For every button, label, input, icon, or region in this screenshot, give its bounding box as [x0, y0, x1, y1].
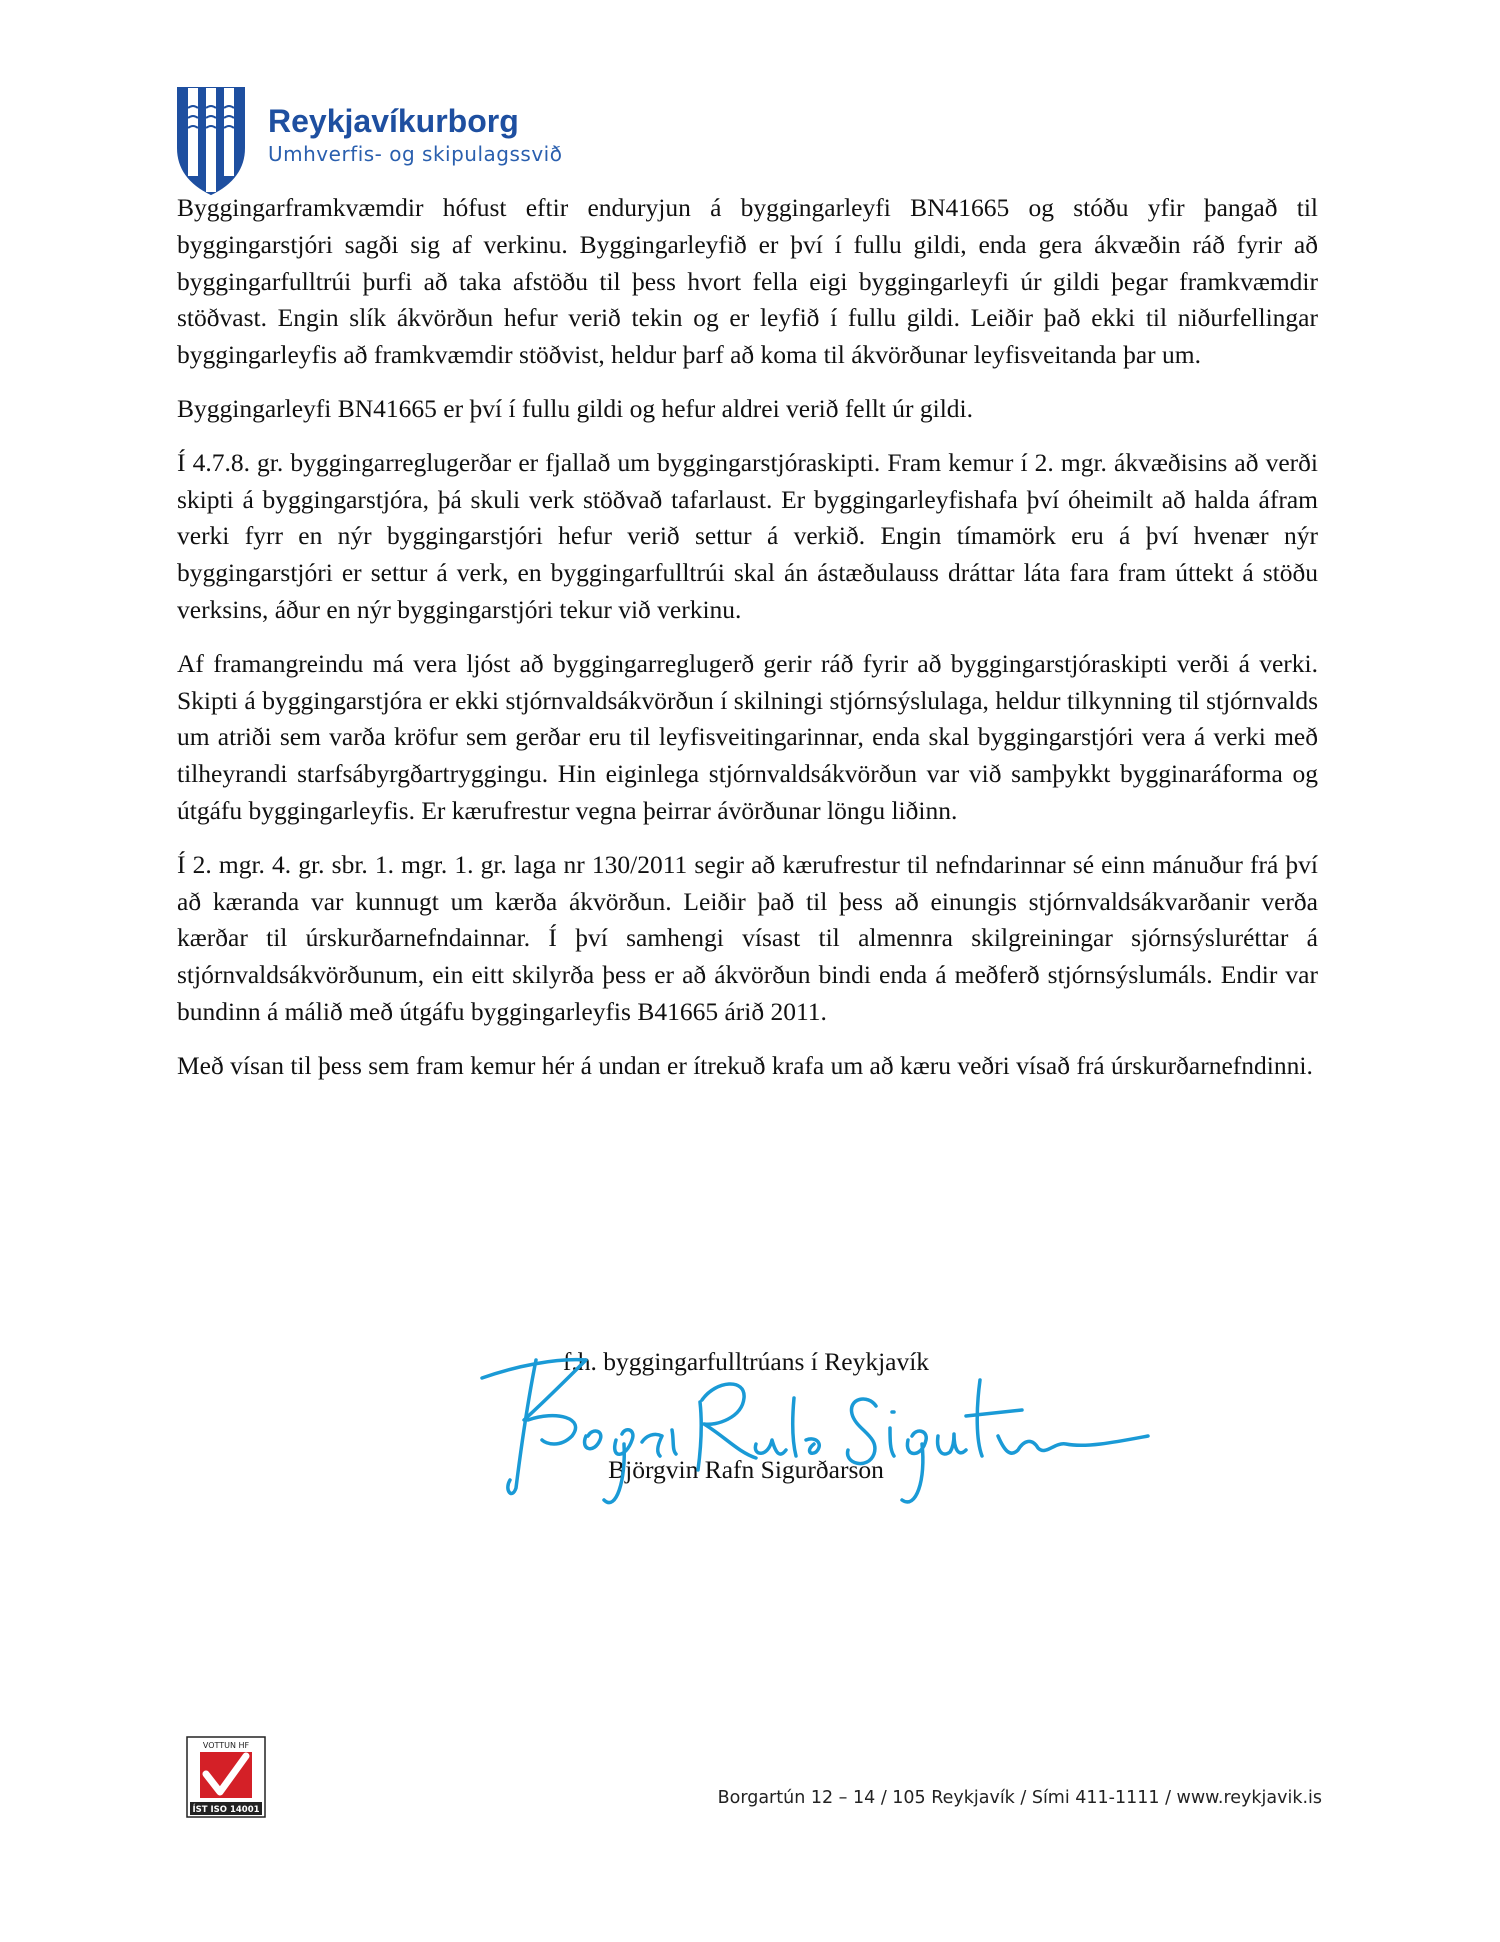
letter-body — [177, 190, 1318, 1102]
signature-block — [476, 1340, 1176, 1510]
paragraph: Í 2. mgr. 4. gr. sbr. 1. mgr. 1. gr. laga nr 130/2011 segir að kærufrestur til nefndarinnar sé einn mánuður frá því að kæranda var kunnugt um kærða ákvörðun. Leiðir það til þess að einungis stjórnvaldsákvarðanir verða kærðar til úrskurðarnefndainnar. Í því samhengi vísast til almennra skilgreiningar sjórnsýsluréttar á stjórnvaldsákvörðunum, ein eitt skilyrða þess er að ákvörðun bindi enda á meðferð stjórnsýslumáls. Endir var bundinn á málið með útgáfu byggingarleyfis B41665 árið 2011. — [177, 849, 1318, 1026]
paragraph: Af framangreindu má vera ljóst að byggingarreglugerð gerir ráð fyrir að byggingarstjóraskipti verði á verki. Skipti á byggingarstjóra er ekki stjórnvaldsákvörðun í skilningi stjórnsýslulaga, heldur tilkynning til stjórnvalds um atriði sem varða kröfur sem gerðar eru til leyfisveitingarinnar, enda skal byggingarstjóri vera á verki með tilheyrandi starfsábyrgðartryggingu. Hin eiginlega stjórnvaldsákvörðun var við samþykkt bygginaráforma og útgáfu byggingarleyfis. Er kærufrestur vegna þeirrar ávörðunar löngu liðinn. — [177, 648, 1318, 825]
reykjavik-crest-logo — [176, 86, 246, 196]
paragraph: Með vísan til þess sem fram kemur hér á undan er ítrekuð krafa um að kæru veðri vísað frá úrskurðarnefndinni. — [177, 1050, 1313, 1080]
signatory-role: f.h. byggingarfulltrúans í Reykjavík — [562, 1347, 930, 1376]
organization-name: Reykjavíkurborg — [268, 103, 519, 139]
iso-14001-certification-badge — [186, 1736, 266, 1818]
paragraph: Byggingarleyfi BN41665 er því í fullu gildi og hefur aldrei verið fellt úr gildi. — [177, 393, 974, 423]
signatory-name: Björgvin Rafn Sigurðarson — [608, 1455, 884, 1484]
paragraph: Byggingarframkvæmdir hófust eftir enduryjun á byggingarleyfi BN41665 og stóðu yfir þangað til byggingarstjóri sagði sig af verkinu. Byggingarleyfið er því í fullu gildi, enda gera ákvæðin ráð fyrir að byggingarfulltrúi þurfi að taka afstöðu til þess hvort fella eigi byggingarleyfi úr gildi þegar framkvæmdir stöðvast. Engin slík ákvörðun hefur verið tekin og er leyfið í fullu gildi. Leiðir það ekki til niðurfellingar byggingarleyfis að framkvæmdir stöðvist, heldur þarf að koma til ákvörðunar leyfisveitanda þar um. — [177, 193, 1318, 370]
paragraph: Í 4.7.8. gr. byggingarreglugerðar er fjallað um byggingarstjóraskipti. Fram kemur í 2. mgr. ákvæðisins að verði skipti á byggingarstjóra, þá skuli verk stöðvað tafarlaust. Er byggingarleyfishafa því óheimilt að halda áfram verki fyrr en nýr byggingarstjóri hefur verið settur á verkið. Engin tímamörk eru á því hvenær nýr byggingarstjóri er settur á verk, en byggingarfulltrúi skal án ástæðulauss dráttar láta fara fram úttekt á stöðu verksins, áður en nýr byggingarstjóri tekur við verkinu. — [177, 447, 1318, 624]
iso-badge-top-text: VOTTUN HF — [202, 1741, 250, 1750]
footer-address: Borgartún 12 – 14 / 105 Reykjavík / Sími 411-1111 / www.reykjavik.is — [717, 1788, 1322, 1808]
organization-name-block — [268, 102, 562, 168]
iso-badge-bottom-text: ÍST ISO 14001 — [192, 1805, 260, 1815]
department-name: Umhverfis- og skipulagssvið — [268, 142, 563, 166]
handwritten-signature — [476, 1340, 1156, 1510]
